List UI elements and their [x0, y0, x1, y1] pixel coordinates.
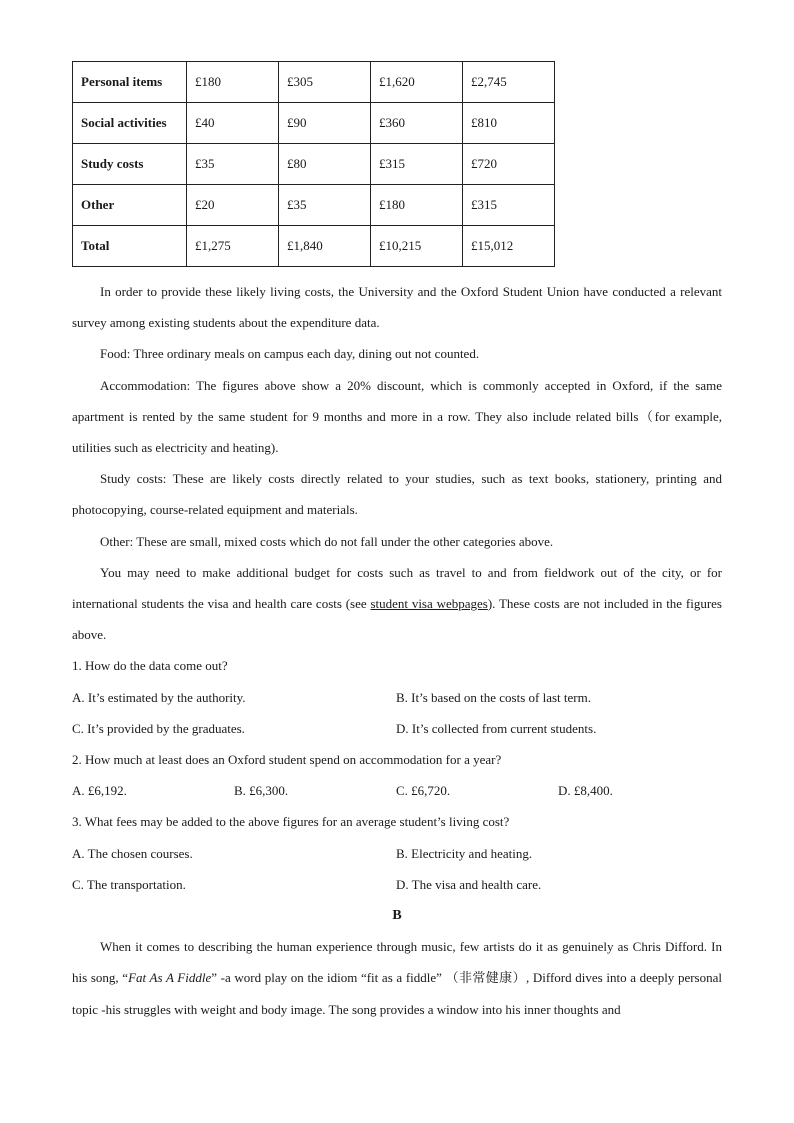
option-a[interactable]: A. The chosen courses. [72, 845, 193, 861]
question-1-options [72, 682, 722, 744]
section-b-text-end: ” -a word play on the idiom “fit as a fiddle” （非常健康）, Difford dives into a deeply personal topic -his struggles with weight and body image. The song provides a window into his inner thoughts and [72, 970, 722, 1017]
student-visa-link[interactable]: student visa webpages [370, 596, 488, 612]
table-cell: £180 [371, 185, 463, 226]
table-row [73, 226, 555, 267]
table-cell: £15,012 [463, 226, 555, 267]
option-c[interactable]: C. The transportation. [72, 876, 186, 892]
table-cell: £180 [187, 62, 279, 103]
table-row [73, 62, 555, 103]
option-c[interactable]: C. It’s provided by the graduates. [72, 720, 245, 736]
question-2-options [72, 775, 722, 806]
table-cell: £1,840 [279, 226, 371, 267]
table-row [73, 144, 555, 185]
song-title: Fat As A Fiddle [128, 970, 212, 986]
additional-text-start: You may need to make additional budget for costs such as travel to and from fieldwork out of the city, or for international students the visa and health care costs (see [72, 564, 722, 612]
option-a[interactable]: A. It’s estimated by the authority. [72, 689, 246, 705]
study-costs-paragraph: Study costs: These are likely costs directly related to your studies, such as text books, stationery, printing and photocopying, course-related equipment and materials. [72, 471, 722, 518]
table-row [73, 103, 555, 144]
food-paragraph: Food: Three ordinary meals on campus each day, dining out not counted. [100, 346, 480, 362]
option-d[interactable]: D. It’s collected from current students. [396, 720, 597, 736]
question-3-options [72, 838, 722, 900]
table-cell: £40 [187, 103, 279, 144]
table-cell: £10,215 [371, 226, 463, 267]
table-cell: £720 [463, 144, 555, 185]
table-cell: £1,620 [371, 62, 463, 103]
document-body [72, 276, 722, 1025]
cost-table [72, 61, 555, 267]
option-d[interactable]: D. The visa and health care. [396, 876, 542, 892]
intro-paragraph: In order to provide these likely living costs, the University and the Oxford Student Union have conducted a relevant survey among existing students about the expenditure data. [72, 284, 722, 331]
table-cell: £810 [463, 103, 555, 144]
table-cell: £35 [279, 185, 371, 226]
question-2-stem: 2. How much at least does an Oxford student spend on accommodation for a year? [72, 752, 502, 767]
table-cell: £90 [279, 103, 371, 144]
additional-text-end: ). These costs are not included in the figures above. [72, 596, 722, 643]
option-a[interactable]: A. £6,192. [72, 783, 127, 799]
question-1-stem: 1. How do the data come out? [72, 658, 228, 674]
row-label: Study costs [73, 144, 187, 185]
section-b-paragraph [72, 931, 722, 1025]
other-paragraph: Other: These are small, mixed costs which do not fall under the other categories above. [100, 533, 554, 549]
row-label: Social activities [73, 103, 187, 144]
table-cell: £315 [463, 185, 555, 226]
row-label: Total [73, 226, 187, 267]
option-c[interactable]: C. £6,720. [396, 783, 451, 799]
additional-costs-paragraph [72, 557, 722, 651]
option-b[interactable]: B. It’s based on the costs of last term. [396, 689, 591, 705]
option-b[interactable]: B. Electricity and heating. [396, 845, 533, 861]
table-cell: £305 [279, 62, 371, 103]
table-cell: £20 [187, 185, 279, 226]
table-cell: £315 [371, 144, 463, 185]
table-cell: £360 [371, 103, 463, 144]
row-label: Other [73, 185, 187, 226]
option-d[interactable]: D. £8,400. [558, 783, 613, 799]
table-cell: £1,275 [187, 226, 279, 267]
table-cell: £80 [279, 144, 371, 185]
section-b-text-start: When it comes to describing the human experience through music, few artists do it as genuinely as Chris Difford. In his song, “ [72, 939, 722, 986]
table-cell: £2,745 [463, 62, 555, 103]
question-3-stem: 3. What fees may be added to the above figures for an average student’s living cost? [72, 814, 510, 830]
accommodation-paragraph: Accommodation: The figures above show a 20% discount, which is commonly accepted in Oxford, if the same apartment is rented by the same student for 9 months and more in a row. They also include related bills（for example, utilities such as electricity and heating). [72, 377, 722, 456]
table-row [73, 185, 555, 226]
section-b-heading: B [392, 907, 402, 923]
option-b[interactable]: B. £6,300. [234, 783, 289, 799]
row-label: Personal items [73, 62, 187, 103]
table-cell: £35 [187, 144, 279, 185]
